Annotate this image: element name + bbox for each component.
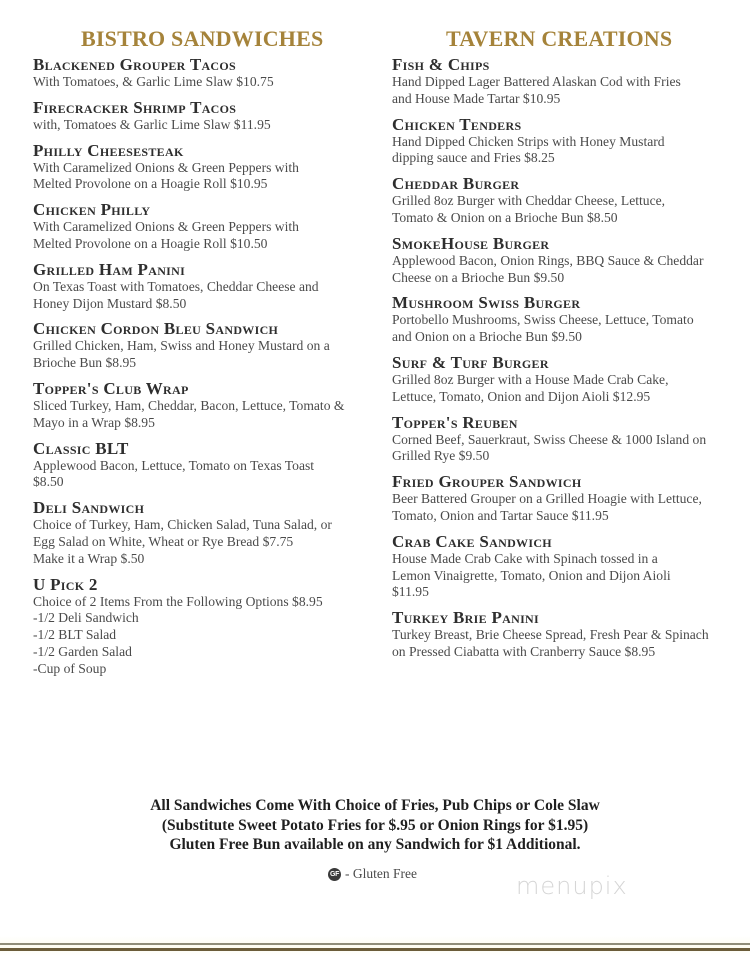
- menu-item: [392, 354, 732, 406]
- menu-item-name: Fried Grouper Sandwich: [392, 472, 582, 492]
- menu-item-description-line: Make it a Wrap $.50: [33, 550, 145, 566]
- menu-item-name: Fish & Chips: [392, 55, 490, 74]
- menu-item: [392, 609, 732, 661]
- menu-item-description-line: Cheese on a Brioche Bun $9.50: [392, 269, 565, 285]
- menu-item-description: [392, 372, 732, 406]
- menu-item-description-line: Mayo in a Wrap $8.95: [33, 414, 155, 430]
- menu-item-name: Firecracker Shrimp Tacos: [33, 97, 237, 117]
- menu-item-description-line: Choice of Turkey, Ham, Chicken Salad, Tuna Salad, or: [33, 517, 332, 533]
- menu-item-description-line: and House Made Tartar $10.95: [392, 90, 561, 106]
- menu-item-description: [33, 219, 373, 253]
- menupix-watermark: menupix: [516, 872, 628, 900]
- menu-item-description: [392, 432, 732, 466]
- section-title-tavern-creations: TAVERN CREATIONS: [446, 26, 673, 51]
- bistro-sandwiches-list: [33, 56, 373, 678]
- menu-item-description-line: Choice of 2 Items From the Following Options $8.95: [33, 593, 323, 609]
- menu-item-name: Chicken Philly: [33, 200, 151, 220]
- menu-item: [33, 320, 373, 372]
- menu-item-description-line: Turkey Breast, Brie Cheese Spread, Fresh Pear & Spinach: [392, 627, 709, 643]
- footer-note-gluten-free-bun: Gluten Free Bun available on any Sandwich for $1 Additional.: [169, 836, 581, 853]
- menu-item-description-line: dipping sauce and Fries $8.25: [392, 150, 555, 166]
- menu-item-description-line: Grilled 8oz Burger with Cheddar Cheese, Lettuce,: [392, 193, 666, 209]
- menu-item-description-line: $8.50: [33, 474, 64, 490]
- menu-item-name: Mushroom Swiss Burger: [392, 293, 581, 313]
- menu-item-description: [33, 458, 373, 492]
- menu-item-description-line: Lettuce, Tomato, Onion and Dijon Aioli $12.95: [392, 388, 651, 404]
- menu-item-name: Topper's Club Wrap: [33, 378, 189, 398]
- footer-note-substitutions: (Substitute Sweet Potato Fries for $.95 or Onion Rings for $1.95): [161, 816, 589, 834]
- menu-item-description: [33, 517, 373, 567]
- bistro-sandwiches-column: [33, 26, 373, 686]
- menu-item-description-line: and Onion on a Brioche Bun $9.50: [392, 329, 582, 345]
- gluten-free-legend: [328, 866, 417, 882]
- section-title-bistro-sandwiches: BISTRO SANDWICHES: [81, 26, 324, 51]
- menu-item: [392, 414, 732, 466]
- menu-item-description: [392, 491, 732, 525]
- menu-item: [33, 201, 373, 253]
- menu-item-description-line: Grilled Chicken, Ham, Swiss and Honey Mustard on a: [33, 338, 330, 354]
- menu-item-description-line: Applewood Bacon, Onion Rings, BBQ Sauce & Cheddar: [392, 252, 704, 268]
- menu-item-description-line: On Texas Toast with Tomatoes, Cheddar Cheese and: [33, 278, 319, 294]
- footer-notes: [0, 796, 750, 855]
- menu-item: [392, 473, 732, 525]
- menu-item-description-line: With Caramelized Onions & Green Peppers with: [33, 159, 299, 175]
- menu-item-description-line: Sliced Turkey, Ham, Cheddar, Bacon, Lettuce, Tomato &: [33, 397, 345, 413]
- menu-item: [392, 175, 732, 227]
- menu-item-description: [33, 74, 373, 91]
- menu-item-description: [33, 279, 373, 313]
- menu-item-description-line: on Pressed Ciabatta with Cranberry Sauce $8.95: [392, 643, 656, 659]
- menu-item-description: [33, 338, 373, 372]
- menu-item-description-line: -Cup of Soup: [33, 660, 107, 676]
- menu-item-description: [33, 117, 373, 134]
- footer-note-sides: All Sandwiches Come With Choice of Fries, Pub Chips or Cole Slaw: [150, 797, 600, 814]
- menu-item-description: [33, 398, 373, 432]
- menu-item-description: [392, 627, 732, 661]
- menu-item: [392, 235, 732, 287]
- menu-item-name: Chicken Cordon Bleu Sandwich: [33, 319, 279, 339]
- menu-item-name: U Pick 2: [33, 574, 98, 594]
- menu-item-description: [392, 193, 732, 227]
- menu-item-name: SmokeHouse Burger: [392, 233, 550, 253]
- menu-item-name: Cheddar Burger: [392, 174, 520, 194]
- menu-item-name: Crab Cake Sandwich: [392, 531, 552, 551]
- menu-item-description: [392, 312, 732, 346]
- menu-item: [33, 261, 373, 313]
- tavern-creations-column: [392, 26, 732, 669]
- menu-item: [392, 533, 732, 601]
- menu-item-name: Blackened Grouper Tacos: [33, 55, 237, 74]
- footer-rule-glow: [0, 936, 750, 956]
- menu-item-name: Deli Sandwich: [33, 498, 145, 518]
- menu-item-description-line: Melted Provolone on a Hoagie Roll $10.50: [33, 235, 268, 251]
- menu-item-description-line: Hand Dipped Lager Battered Alaskan Cod with Fries: [392, 74, 681, 89]
- menu-item-description: [392, 74, 732, 108]
- menu-item: [33, 56, 373, 91]
- menu-item-description: [33, 160, 373, 194]
- menu-item-name: Philly Cheesesteak: [33, 140, 184, 160]
- menu-item-description-line: with, Tomatoes & Garlic Lime Slaw $11.95: [33, 116, 271, 132]
- menu-item-description-line: House Made Crab Cake with Spinach tossed in a: [392, 550, 658, 566]
- menu-item-name: Surf & Turf Burger: [392, 352, 549, 372]
- gluten-free-badge-icon: GF: [328, 868, 341, 881]
- menu-item: [392, 294, 732, 346]
- tavern-creations-list: [392, 56, 732, 661]
- menu-item-description: [33, 594, 373, 678]
- menu-item: [33, 142, 373, 194]
- menu-item-description-line: Corned Beef, Sauerkraut, Swiss Cheese & 1000 Island on: [392, 431, 707, 447]
- menu-item-description-line: Brioche Bun $8.95: [33, 355, 137, 371]
- menu-item-description-line: Beer Battered Grouper on a Grilled Hoagie with Lettuce,: [392, 491, 702, 507]
- menu-item-description-line: Melted Provolone on a Hoagie Roll $10.95: [33, 176, 268, 192]
- menu-item: [392, 56, 732, 108]
- menu-item-description-line: Hand Dipped Chicken Strips with Honey Mustard: [392, 133, 665, 149]
- menu-item-description-line: Applewood Bacon, Lettuce, Tomato on Texas Toast: [33, 457, 315, 473]
- menu-item-description-line: Egg Salad on White, Wheat or Rye Bread $7.75: [33, 533, 294, 549]
- menu-item: [33, 99, 373, 134]
- menu-item-description-line: Grilled 8oz Burger with a House Made Crab Cake,: [392, 371, 669, 387]
- menu-item-name: Chicken Tenders: [392, 114, 522, 134]
- footer-rule-thick: [0, 948, 750, 951]
- menu-item: [33, 380, 373, 432]
- menu-item-name: Topper's Reuben: [392, 412, 518, 432]
- menu-item-name: Classic BLT: [33, 438, 129, 458]
- menu-item-description-line: With Tomatoes, & Garlic Lime Slaw $10.75: [33, 74, 274, 89]
- menu-item-description-line: Portobello Mushrooms, Swiss Cheese, Lettuce, Tomato: [392, 312, 694, 328]
- menu-item-description-line: Grilled Rye $9.50: [392, 448, 490, 464]
- menu-item-description: [392, 134, 732, 168]
- gluten-free-legend-label: - Gluten Free: [345, 866, 417, 881]
- menu-item: [33, 440, 373, 492]
- menu-item-description-line: -1/2 BLT Salad: [33, 627, 117, 643]
- menu-item-description-line: Tomato, Onion and Tartar Sauce $11.95: [392, 507, 609, 523]
- menu-item-description-line: Honey Dijon Mustard $8.50: [33, 295, 187, 311]
- menu-item-description-line: -1/2 Deli Sandwich: [33, 610, 139, 626]
- menu-item-description-line: $11.95: [392, 584, 429, 600]
- menu-item: [392, 116, 732, 168]
- menu-item-description-line: -1/2 Garden Salad: [33, 643, 132, 659]
- menu-item-description-line: With Caramelized Onions & Green Peppers with: [33, 219, 299, 235]
- menu-item-description-line: Lemon Vinaigrette, Tomato, Onion and Dijon Aioli: [392, 567, 671, 583]
- menu-item-description: [392, 551, 732, 601]
- menu-item-description: [392, 253, 732, 287]
- menu-item: [33, 499, 373, 567]
- menu-item: [33, 576, 373, 678]
- footer-rule-thin: [0, 943, 750, 945]
- menu-item-name: Turkey Brie Panini: [392, 608, 539, 628]
- menu-item-name: Grilled Ham Panini: [33, 259, 186, 279]
- menu-item-description-line: Tomato & Onion on a Brioche Bun $8.50: [392, 209, 618, 225]
